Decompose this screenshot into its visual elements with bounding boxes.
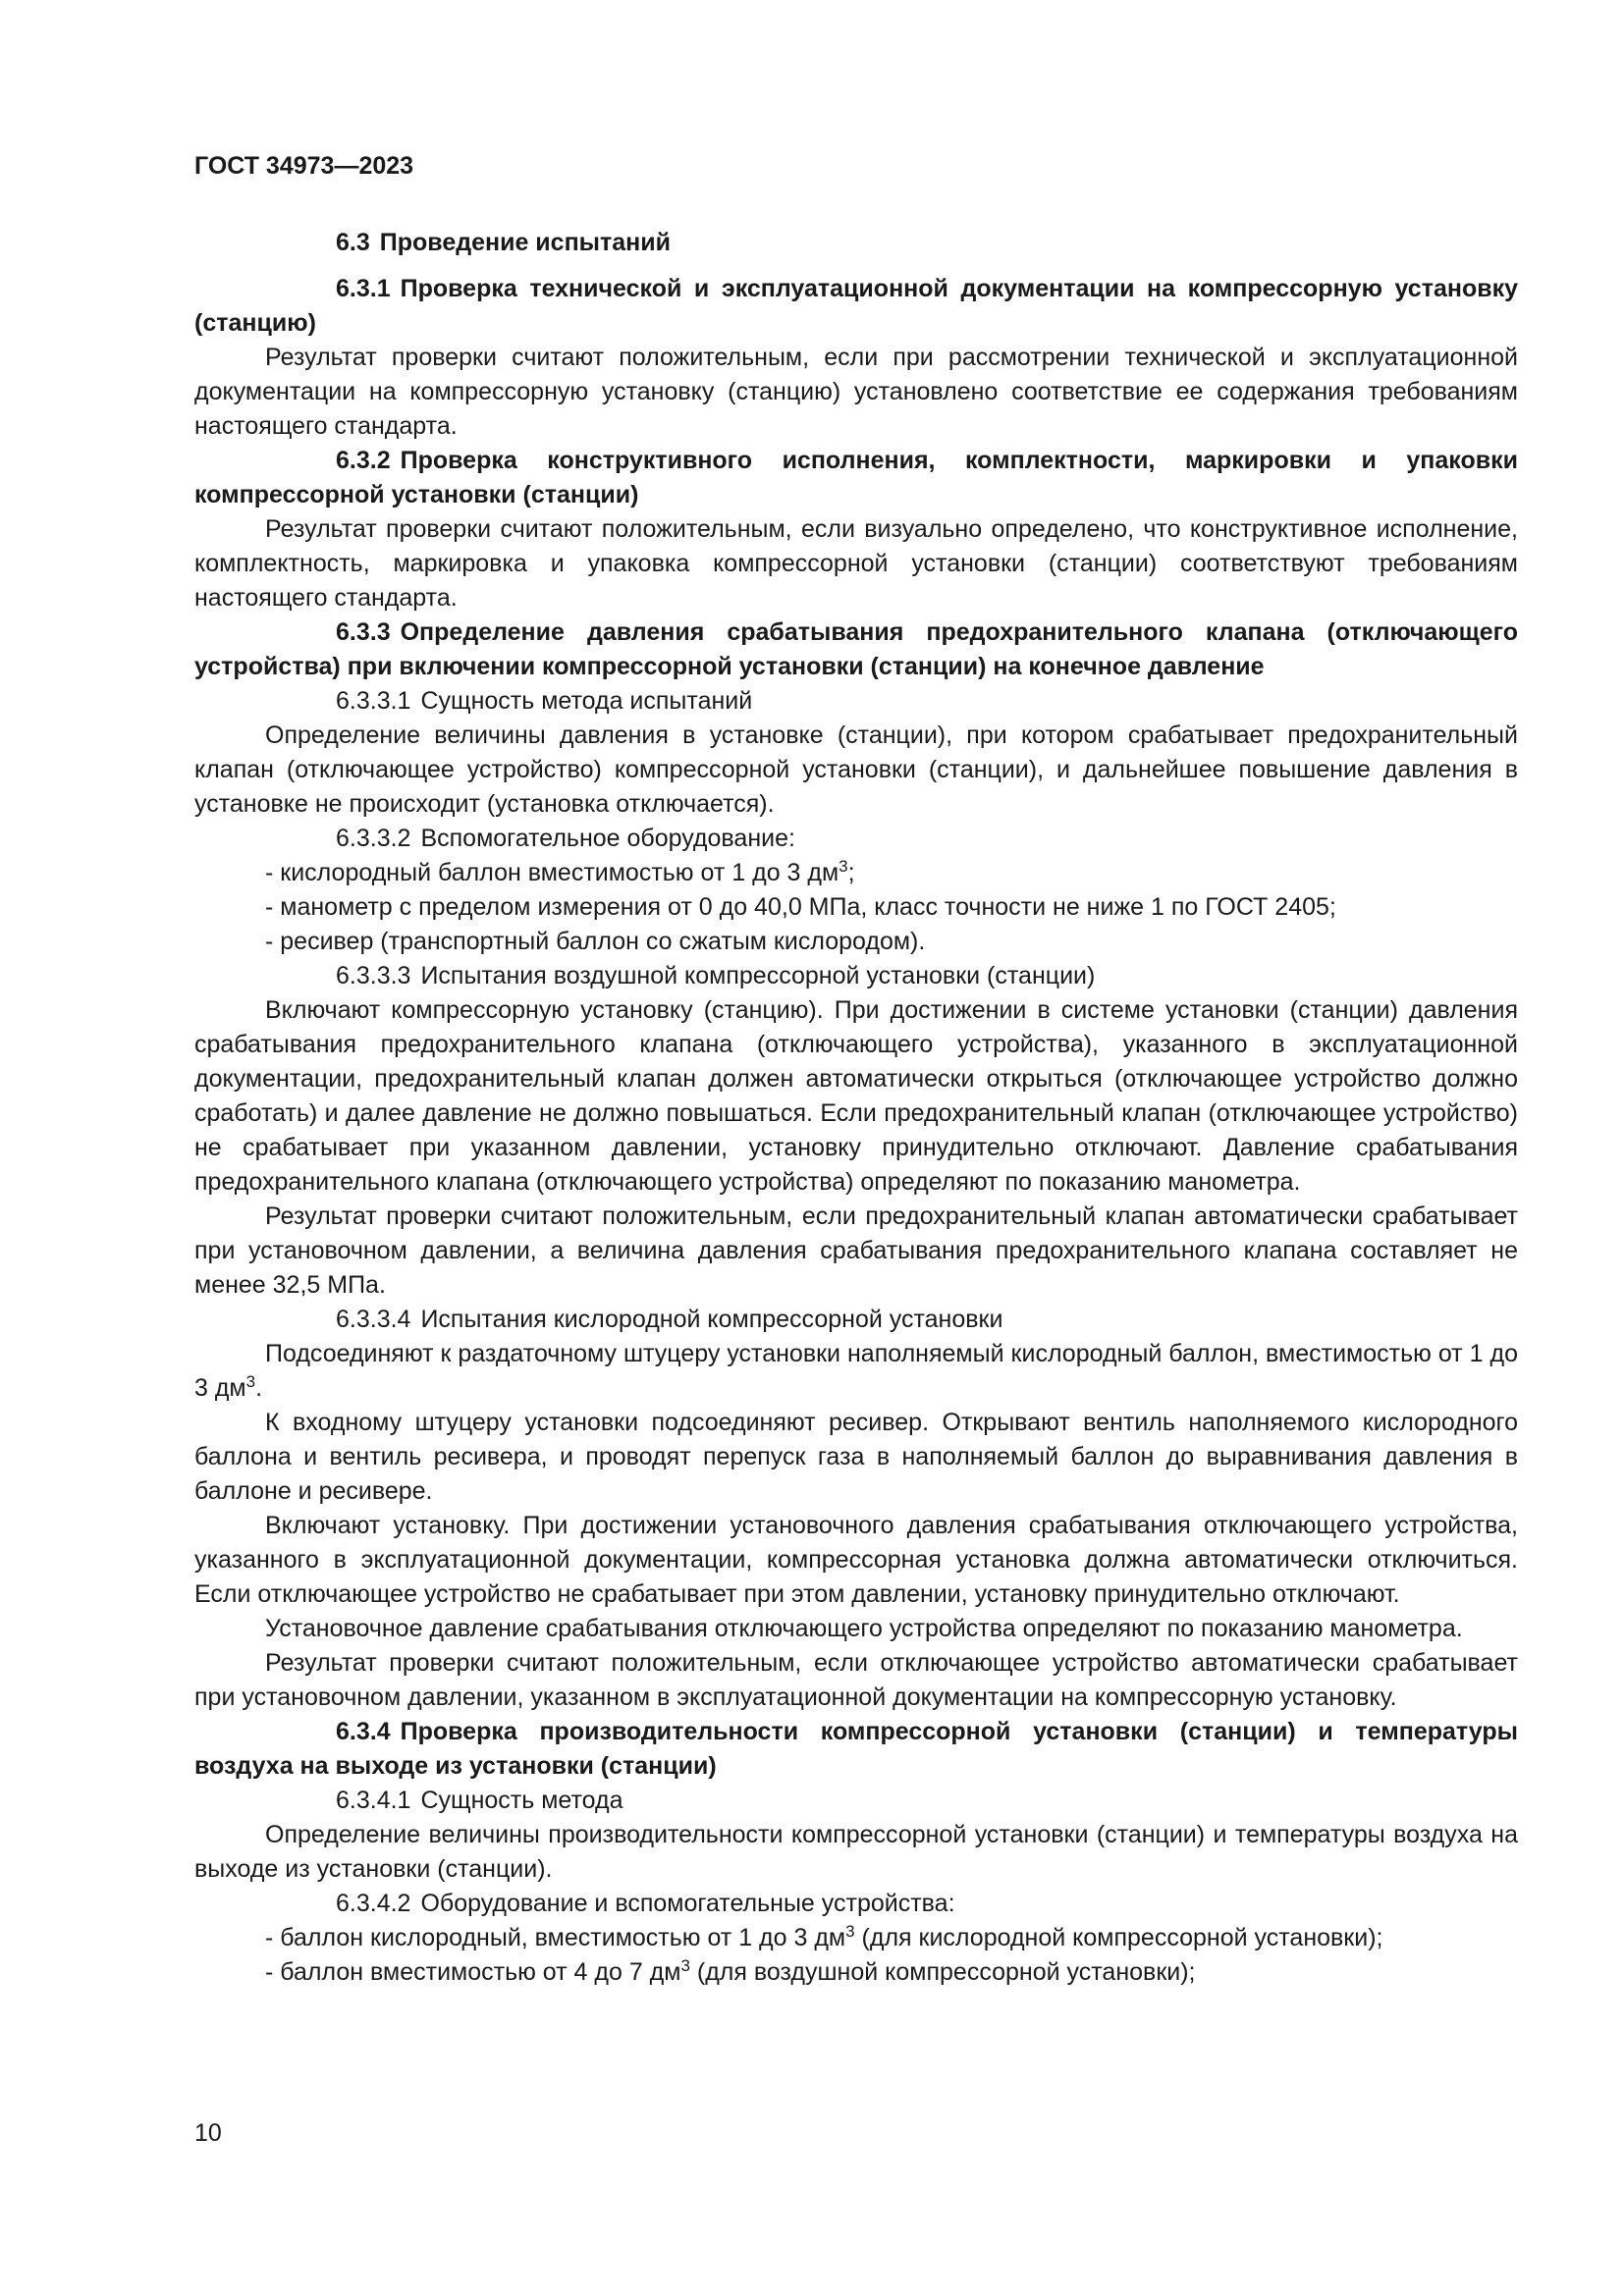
paragraph: Включают компрессорную установку (станцию). При достижении в системе установки (станции) давления срабатывания предохранительного клапана (отключающего устройства), указанного в эксплуатационной документации, предохранительный клапан должен автоматически открыться (отключающее устройство должно сработать) и далее давление не должно повышаться. Если предохранительный клапан (отключающее устройство) не срабатывает при указанном давлении, установку принудительно отключают. Давление срабатывания предохранительного клапана (отключающего устройства) определяют по показанию манометра.	[194, 996, 1518, 1196]
superscript: 3	[680, 1956, 690, 1975]
section-number: 6.3.3	[336, 618, 391, 646]
paragraph: Включают установку. При достижении установочного давления срабатывания отключающего устройства, указанного в эксплуатационной документации, компрессорная установка должна автоматически отключиться. Если отключающее устройство не срабатывает при этом давлении, установку принудительно отключают.	[194, 1512, 1518, 1608]
page-number: 10	[194, 2119, 222, 2147]
superscript: 3	[245, 1372, 256, 1391]
list-item: - манометр с пределом измерения от 0 до 40,0 МПа, класс точности не ниже 1 по ГОСТ 2405;	[265, 893, 1336, 921]
clause-heading-6-3-4-2	[194, 1887, 1518, 1921]
list-item: - баллон кислородный, вместимостью от 1 до 3 $дм^3$ (для кислородной компрессорной установки);	[265, 1922, 1383, 1951]
paragraph: Результат проверки считают положительным, если отключающее устройство автоматически срабатывает при установочном давлении, указанном в эксплуатационной документации на компрессорную установку.	[194, 1649, 1518, 1711]
section-title: Проверка конструктивного исполнения, комплектности, маркировки и упаковки компрессорной установки (станции)	[194, 447, 1518, 508]
section-title: Проведение испытаний	[379, 229, 672, 256]
clause-heading-6-3-3-3	[194, 959, 1518, 993]
section-number: 6.3.4	[336, 1718, 391, 1745]
document-code: ГОСТ 34973—2023	[194, 152, 414, 180]
list-item: - ресивер (транспортный баллон со сжатым кислородом).	[265, 928, 926, 955]
subsection-heading-6-3-1	[194, 272, 1518, 341]
superscript: 3	[845, 1922, 855, 1941]
paragraph: Подсоединяют к раздаточному штуцеру установки наполняемый кислородный баллон, вместимостью от 1 до 3 $дм^3$.	[194, 1340, 1518, 1402]
superscript: 3	[839, 857, 848, 876]
clause-number: 6.3.3.4	[336, 1306, 411, 1333]
clause-title: Испытания воздушной компрессорной установки (станции)	[420, 962, 1096, 989]
clause-number: 6.3.4.2	[336, 1890, 411, 1917]
section-heading-6-3	[194, 226, 1518, 260]
paragraph: Результат проверки считают положительным, если при рассмотрении технической и эксплуатационной документации на компрессорную установку (станцию) установлено соответствие ее содержания требованиям настоящего стандарта.	[194, 344, 1518, 440]
paragraph: Результат проверки считают положительным, если предохранительный клапан автоматически срабатывает при установочном давлении, а величина давления срабатывания предохранительного клапана составляет не менее 32,5 МПа.	[194, 1202, 1518, 1299]
clause-heading-6-3-3-2	[194, 822, 1518, 856]
section-number: 6.3.1	[336, 275, 391, 302]
clause-number: 6.3.3.2	[336, 825, 411, 852]
paragraph: К входному штуцеру установки подсоединяют ресивер. Открывают вентиль наполняемого кислородного баллона и вентиль ресивера, и проводят перепуск газа в наполняемый баллон до выравнивания давления в баллоне и ресивере.	[194, 1409, 1518, 1505]
paragraph: Результат проверки считают положительным, если визуально определено, что конструктивное исполнение, комплектность, маркировка и упаковка компрессорной установки (станции) соответствуют требованиям настоящего стандарта.	[194, 515, 1518, 612]
clause-heading-6-3-3-1	[194, 684, 1518, 719]
clause-heading-6-3-4-1	[194, 1784, 1518, 1818]
paragraph: Определение величины производительности компрессорной установки (станции) и температуры воздуха на выходе из установки (станции).	[194, 1821, 1518, 1883]
subsection-heading-6-3-2	[194, 444, 1518, 512]
subsection-heading-6-3-3	[194, 615, 1518, 684]
paragraph: Установочное давление срабатывания отключающего устройства определяют по показанию манометра.	[265, 1615, 1463, 1642]
list-item: - кислородный баллон вместимостью от 1 до 3 $дм^3$;	[265, 857, 855, 886]
clause-heading-6-3-3-4	[194, 1303, 1518, 1337]
clause-title: Вспомогательное оборудование:	[420, 825, 795, 852]
section-number: 6.3.2	[336, 447, 391, 474]
section-title: Проверка технической и эксплуатационной документации на компрессорную установку (станцию)	[194, 275, 1518, 337]
clause-title: Оборудование и вспомогательные устройства:	[420, 1890, 955, 1917]
list-item: - баллон вместимостью от 4 до 7 $дм^3$ (для воздушной компрессорной установки);	[265, 1956, 1196, 1986]
clause-title: Сущность метода	[420, 1787, 623, 1814]
clause-title: Сущность метода испытаний	[420, 687, 753, 715]
section-title: Проверка производительности компрессорной установки (станции) и температуры воздуха на выходе из установки (станции)	[194, 1718, 1518, 1780]
section-title: Определение давления срабатывания предохранительного клапана (отключающего устройства) при включении компрессорной установки (станции) на конечное давление	[194, 618, 1518, 680]
document-body	[194, 226, 1518, 1990]
clause-number: 6.3.4.1	[336, 1787, 411, 1814]
subsection-heading-6-3-4	[194, 1715, 1518, 1784]
clause-title: Испытания кислородной компрессорной установки	[420, 1306, 1003, 1333]
paragraph: Определение величины давления в установке (станции), при котором срабатывает предохранительный клапан (отключающее устройство) компрессорной установки (станции), и дальнейшее повышение давления в установке не происходит (установка отключается).	[194, 721, 1518, 818]
clause-number: 6.3.3.3	[336, 962, 411, 989]
clause-number: 6.3.3.1	[336, 687, 411, 715]
section-number: 6.3	[336, 229, 370, 256]
